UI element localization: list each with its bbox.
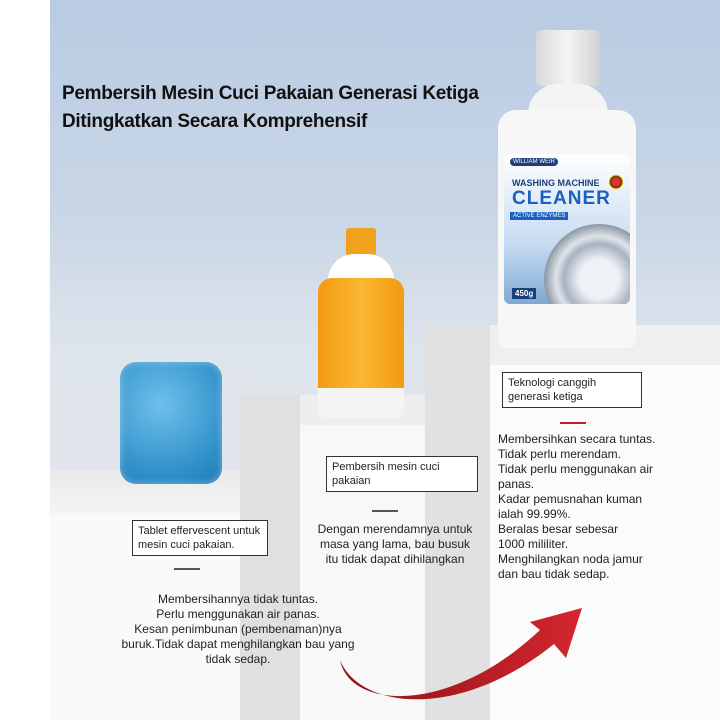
left-margin bbox=[0, 0, 50, 720]
bottle-line1: WASHING MACHINE bbox=[512, 178, 600, 188]
tablet-image bbox=[120, 362, 222, 484]
headline bbox=[62, 80, 479, 136]
divider-1 bbox=[174, 568, 200, 570]
orange-bottle-image bbox=[318, 228, 404, 418]
bottle-weight: 450g bbox=[512, 288, 536, 299]
desc-line: Membersihannya tidak tuntas. bbox=[157, 592, 319, 606]
desc-line: Perlu menggunakan air panas. bbox=[156, 607, 320, 621]
product-label-liquid: Pembersih mesin cuci pakaian bbox=[326, 456, 478, 492]
desc-line: buruk.Tidak dapat menghilangkan bau yang bbox=[121, 637, 355, 651]
bottle-line2: CLEANER bbox=[512, 188, 611, 209]
desc-line: ialah 99.99%. bbox=[498, 507, 571, 521]
desc-line: 1000 mililiter. bbox=[498, 537, 569, 551]
desc-line: Tidak perlu merendam. bbox=[498, 447, 621, 461]
desc-line: Membersihkan secara tuntas. bbox=[498, 432, 656, 446]
desc-line: itu tidak dapat dihilangkan bbox=[325, 552, 465, 566]
divider-3 bbox=[560, 422, 586, 424]
desc-advanced bbox=[498, 432, 708, 582]
desc-liquid bbox=[310, 522, 480, 567]
desc-tablet bbox=[118, 592, 358, 667]
headline-line1: Pembersih Mesin Cuci Pakaian Generasi Ketiga bbox=[62, 83, 479, 104]
desc-line: Kadar pemusnahan kuman bbox=[498, 492, 643, 506]
desc-line: tidak sedap. bbox=[205, 652, 271, 666]
desc-line: Dengan merendamnya untuk bbox=[317, 522, 473, 536]
drum-image bbox=[544, 224, 630, 304]
cleaner-bottle-image bbox=[498, 30, 636, 348]
desc-line: Tidak perlu menggunakan air bbox=[498, 462, 653, 476]
desc-line: Kesan penimbunan (pembenaman)nya bbox=[134, 622, 342, 636]
step2-side bbox=[240, 395, 300, 720]
headline-line2: Ditingkatkan Secara Komprehensif bbox=[62, 111, 368, 132]
product-label-tablet: Tablet effervescent untuk mesin cuci pakaian. bbox=[132, 520, 268, 556]
red-arrow-icon bbox=[330, 600, 600, 720]
desc-line: dan bau tidak sedap. bbox=[498, 567, 610, 581]
bottle-brand: WILLIAM WEIR bbox=[510, 158, 558, 166]
bottle-tag: ACTIVE ENZYMES bbox=[510, 212, 568, 220]
desc-line: Beralas besar sebesar bbox=[498, 522, 619, 536]
divider-2 bbox=[372, 510, 398, 512]
desc-line: masa yang lama, bau busuk bbox=[319, 537, 471, 551]
desc-line: Menghilangkan noda jamur bbox=[498, 552, 643, 566]
product-label-advanced: Teknologi canggih generasi ketiga bbox=[502, 372, 642, 408]
desc-line: panas. bbox=[498, 477, 535, 491]
